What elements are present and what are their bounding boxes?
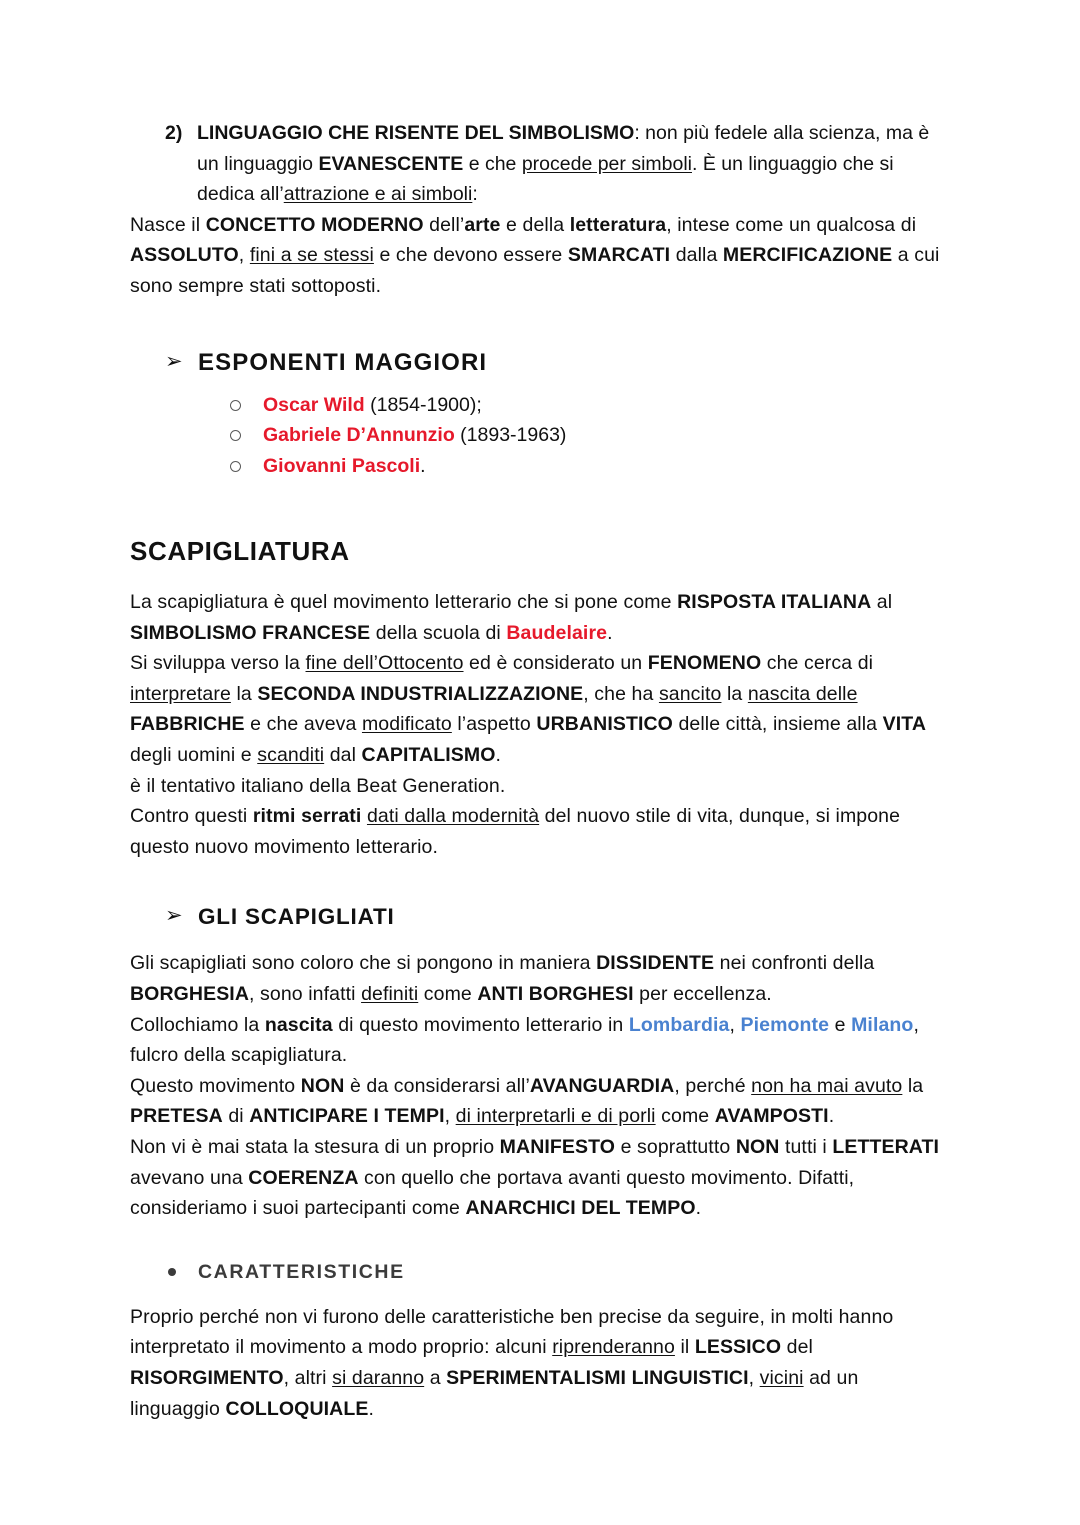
fenomeno-bold: FENOMENO xyxy=(647,652,762,675)
seconda-industrializzazione-bold: SECONDA INDUSTRIALIZZAZIONE xyxy=(257,682,584,705)
lombardia-blue: Lombardia xyxy=(628,1013,730,1036)
milano-blue: Milano xyxy=(851,1013,914,1036)
esponente-dates: (1893-1963) xyxy=(454,424,567,447)
sc2-t8: l’aspetto xyxy=(451,713,537,736)
sc1-t1: La scapigliatura è quel movimento letterario che si pone come xyxy=(130,591,678,614)
assoluto-bold: ASSOLUTO xyxy=(130,244,239,267)
nascita-delle-underline: nascita delle xyxy=(747,682,858,705)
definiti-underline: definiti xyxy=(361,983,419,1005)
paragraph-concetto-moderno xyxy=(130,210,952,302)
sc2-t7: e che aveva xyxy=(244,713,362,736)
paragraph-ritmi-serrati xyxy=(130,801,952,862)
car-t7: ad un linguaggio xyxy=(130,1366,859,1420)
fini-a-se-stessi-underline: fini a se stessi xyxy=(249,244,374,267)
procede-per-simboli-underline: procede per simboli xyxy=(521,152,692,175)
sc2-t1: Si sviluppa verso la xyxy=(130,652,306,675)
anarchici-del-tempo-bold: ANARCHICI DEL TEMPO xyxy=(465,1197,696,1220)
spacer xyxy=(130,567,952,587)
gs2-t4: e xyxy=(829,1013,852,1036)
dot-bullet-icon xyxy=(168,1268,176,1276)
gs4-t4: avevano una xyxy=(130,1166,249,1189)
concetto-t5: , xyxy=(238,244,250,267)
gs4-t6: . xyxy=(695,1197,702,1220)
gs4-t3: tutti i xyxy=(779,1135,833,1158)
fine-ottocento-underline: fine dell’Ottocento xyxy=(305,652,464,675)
gs4-t1: Non vi è mai stata la stesura di un proprio xyxy=(130,1135,500,1158)
concetto-t2: dell’ xyxy=(423,213,465,236)
gs3-t2: è da considerarsi all’ xyxy=(344,1074,530,1097)
gs4-t5: con quello che portava avanti questo movimento. Difatti, consideriamo i suoi partecipanti come xyxy=(130,1166,855,1220)
linguaggio-text-3: . È un linguaggio che si dedica all’ xyxy=(197,152,894,206)
gs2-t1: Collochiamo la xyxy=(130,1013,265,1036)
esponente-name: Oscar Wild xyxy=(263,393,365,416)
anti-borghesi-bold: ANTI BORGHESI xyxy=(477,983,634,1005)
gs1-t2: nei confronti della xyxy=(714,952,875,975)
risposta-italiana-bold: RISPOSTA ITALIANA xyxy=(677,591,872,614)
urbanistico-bold: URBANISTICO xyxy=(536,713,673,736)
heading-gli-scapigliati xyxy=(130,902,952,932)
car-t4: , altri xyxy=(283,1366,333,1389)
sc2-t3: che cerca di xyxy=(761,652,874,675)
list-item-linguaggio xyxy=(130,118,952,210)
letteratura-bold: letteratura xyxy=(569,213,667,236)
car-t1: Proprio perché non vi furono delle caratteristiche ben precise da seguire, in molti hanno interpretato il movimento a modo proprio: alcuni xyxy=(130,1305,894,1359)
linguaggio-text-2: e che xyxy=(463,152,522,175)
non-bold-2: NON xyxy=(735,1135,780,1158)
spacer xyxy=(130,378,952,390)
gs3-t6: , xyxy=(444,1105,456,1128)
spacer xyxy=(130,1286,952,1302)
gs1-t4: come xyxy=(418,983,478,1005)
scanditi-underline: scanditi xyxy=(257,744,325,767)
sc2-t12: . xyxy=(495,744,502,767)
linguaggio-bold-lead: LINGUAGGIO CHE RISENTE DEL SIMBOLISMO xyxy=(197,122,635,144)
sc2-t2: ed è considerato un xyxy=(463,652,648,675)
borghesia-bold: BORGHESIA xyxy=(130,983,249,1005)
esponente-dates: (1854-1900); xyxy=(364,393,482,416)
di-interpretarli-underline: di interpretarli e di porli xyxy=(455,1105,656,1128)
sc4-t1: Contro questi xyxy=(130,805,253,828)
non-bold-1: NON xyxy=(300,1074,345,1097)
piemonte-blue: Piemonte xyxy=(740,1013,830,1036)
esponenti-list xyxy=(130,390,952,482)
heading-caratteristiche-label: CARATTERISTICHE xyxy=(198,1260,405,1283)
paragraph-scapigliati-1 xyxy=(130,948,952,1009)
capitalismo-bold: CAPITALISMO xyxy=(361,744,496,767)
sancito-underline: sancito xyxy=(658,682,722,705)
heading-caratteristiche xyxy=(130,1258,952,1286)
fabbriche-bold: FABBRICHE xyxy=(130,713,245,736)
heading-esponenti-label: ESPONENTI MAGGIORI xyxy=(198,348,488,376)
ritmi-serrati-bold: ritmi serrati xyxy=(252,805,362,828)
esponente-name: Giovanni Pascoli xyxy=(263,454,421,477)
spacer xyxy=(130,932,952,948)
paragraph-scapigliatura-1 xyxy=(130,587,952,648)
dati-dalla-modernita-underline: dati dalla modernità xyxy=(366,805,540,828)
paragraph-caratteristiche xyxy=(130,1302,952,1424)
vicini-underline: vicini xyxy=(759,1366,804,1389)
sc1-t4: . xyxy=(607,621,613,644)
linguaggio-text-4: : xyxy=(472,183,478,206)
car-t3: del xyxy=(781,1336,813,1359)
coerenza-bold: COERENZA xyxy=(248,1166,359,1189)
sc2-t6: la xyxy=(721,682,748,705)
paragraph-scapigliati-2 xyxy=(130,1010,952,1071)
interpretare-underline: interpretare xyxy=(130,682,231,705)
list-item xyxy=(130,420,952,451)
sc2-t4: la xyxy=(230,682,258,705)
riprenderanno-underline: riprenderanno xyxy=(552,1336,675,1359)
page-title: SCAPIGLIATURA xyxy=(130,536,350,567)
sc1-t2: al xyxy=(871,591,893,614)
modificato-underline: modificato xyxy=(361,713,452,736)
dissidente-bold: DISSIDENTE xyxy=(596,952,715,975)
mercificazione-bold: MERCIFICAZIONE xyxy=(722,244,893,267)
spacer xyxy=(130,481,952,535)
linguaggio-text-1: : non più fedele alla scienza, ma è un linguaggio xyxy=(197,122,930,175)
sc2-t11: dal xyxy=(324,744,362,767)
gs1-t5: per eccellenza. xyxy=(633,983,772,1005)
sc2-t5: , che ha xyxy=(583,682,659,705)
smarcati-bold: SMARCATI xyxy=(567,244,671,267)
spacer xyxy=(130,302,952,348)
sc2-t10: degli uomini e xyxy=(130,744,258,767)
anticipare-i-tempi-bold: ANTICIPARE I TEMPI xyxy=(249,1105,445,1128)
concetto-t7: dalla xyxy=(670,244,723,267)
arte-bold: arte xyxy=(464,213,501,236)
pretesa-bold: PRETESA xyxy=(130,1105,223,1128)
concetto-t6: e che devono essere xyxy=(373,244,568,267)
numbered-list xyxy=(130,118,952,210)
gs2-t5: , fulcro della scapigliatura. xyxy=(130,1013,919,1067)
esponente-dates: . xyxy=(420,454,426,477)
gs4-t2: e soprattutto xyxy=(615,1135,736,1158)
gs3-t1: Questo movimento xyxy=(130,1074,301,1097)
spacer xyxy=(130,862,952,902)
sc2-t9: delle città, insieme alla xyxy=(672,713,883,736)
nascita-bold: nascita xyxy=(264,1013,333,1036)
circle-bullet-icon xyxy=(230,461,241,472)
heading-esponenti-maggiori xyxy=(130,348,952,378)
arrow-bullet-icon: ➢ xyxy=(165,904,184,928)
concetto-t1: Nasce il xyxy=(130,213,206,236)
gs2-t2: di questo movimento letterario in xyxy=(332,1013,629,1036)
circle-bullet-icon xyxy=(230,400,241,411)
sc1-t3: della scuola di xyxy=(370,621,507,644)
concetto-t8: a cui sono sempre stati sottoposti. xyxy=(130,244,940,297)
evanescente-bold: EVANESCENTE xyxy=(318,152,464,175)
spacer xyxy=(130,1224,952,1258)
non-ha-mai-avuto-underline: non ha mai avuto xyxy=(751,1074,903,1097)
sc4-t2: del nuovo stile di vita, dunque, si impone questo nuovo movimento letterario. xyxy=(130,805,901,858)
paragraph-scapigliati-3 xyxy=(130,1071,952,1132)
vita-bold: VITA xyxy=(882,713,927,736)
lessico-bold: LESSICO xyxy=(694,1336,782,1359)
car-t2: il xyxy=(674,1336,695,1359)
paragraph-beat-generation: è il tentativo italiano della Beat Generation. xyxy=(130,774,506,797)
gs3-t4: la xyxy=(902,1074,924,1097)
car-t5: a xyxy=(424,1366,447,1389)
gs1-t3: , sono infatti xyxy=(249,983,362,1005)
gs2-t3: , xyxy=(729,1013,741,1036)
gs3-t5: di xyxy=(222,1105,250,1128)
attrazione-simboli-underline: attrazione e ai simboli xyxy=(283,183,473,206)
concetto-moderno-bold: CONCETTO MODERNO xyxy=(205,213,424,236)
letterati-bold: LETTERATI xyxy=(832,1135,940,1158)
car-t8: . xyxy=(368,1397,374,1420)
si-daranno-underline: si daranno xyxy=(332,1366,425,1389)
circle-bullet-icon xyxy=(230,430,241,441)
car-t6: , xyxy=(748,1366,760,1389)
list-item xyxy=(130,390,952,421)
baudelaire-red: Baudelaire xyxy=(506,621,608,644)
concetto-t4: , intese come un qualcosa di xyxy=(666,213,917,236)
heading-gli-scapigliati-label: GLI SCAPIGLIATI xyxy=(198,904,395,930)
simbolismo-francese-bold: SIMBOLISMO FRANCESE xyxy=(130,621,371,644)
esponente-name: Gabriele D’Annunzio xyxy=(263,424,455,447)
paragraph-scapigliatura-2 xyxy=(130,648,952,770)
arrow-bullet-icon: ➢ xyxy=(165,349,184,373)
avamposti-bold: AVAMPOSTI xyxy=(714,1105,829,1128)
gs3-t8: . xyxy=(828,1105,835,1128)
list-item xyxy=(130,451,952,482)
list-marker: 2) xyxy=(165,122,183,144)
paragraph-scapigliati-4 xyxy=(130,1132,952,1224)
risorgimento-bold: RISORGIMENTO xyxy=(130,1366,284,1389)
colloquiale-bold: COLLOQUIALE xyxy=(225,1397,369,1420)
gs1-t1: Gli scapigliati sono coloro che si pongono in maniera xyxy=(130,952,597,975)
sperimentalismi-linguistici-bold: SPERIMENTALISMI LINGUISTICI xyxy=(446,1366,749,1389)
avanguardia-bold: AVANGUARDIA xyxy=(529,1074,675,1097)
gs3-t7: come xyxy=(655,1105,715,1128)
concetto-t3: e della xyxy=(500,213,570,236)
gs3-t3: , perché xyxy=(674,1074,752,1097)
manifesto-bold: MANIFESTO xyxy=(499,1135,616,1158)
